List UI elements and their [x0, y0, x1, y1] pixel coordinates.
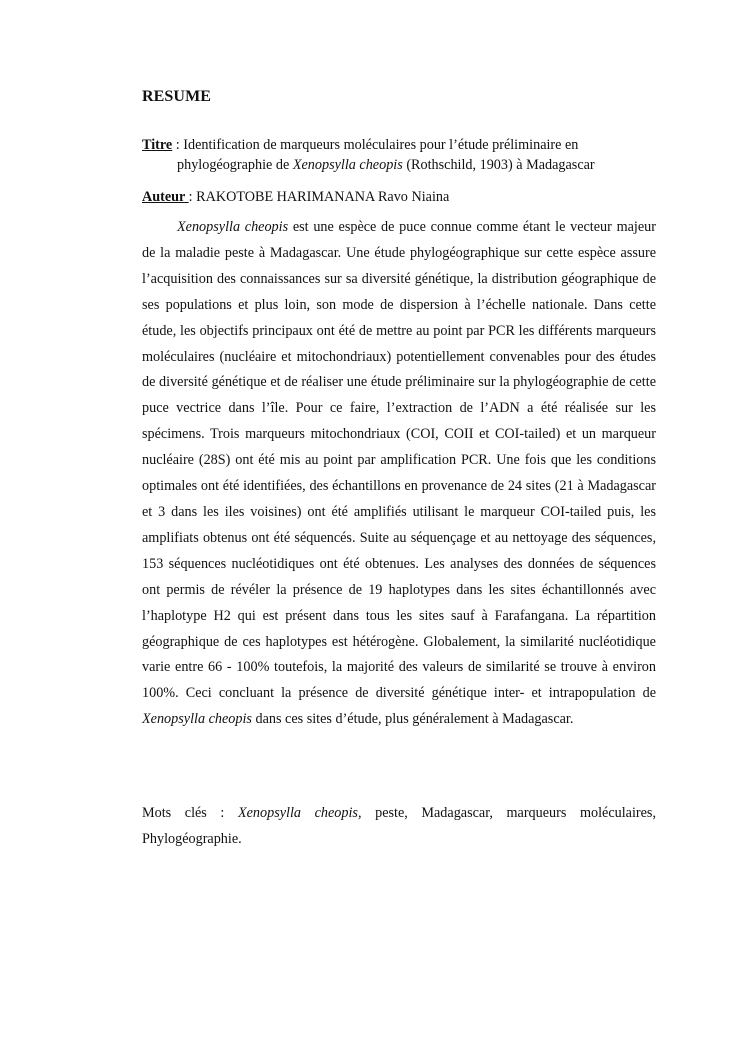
author-name: RAKOTOBE HARIMANANA Ravo Niaina: [196, 189, 450, 205]
author-label: Auteur: [142, 189, 189, 205]
abstract-text-part-1: est une espèce de puce connue comme étant le vecteur majeur de la maladie peste à Madagascar. Une étude phylogéographique sur cette espèce assure l’acquisition des connaissances sur sa diversité génétique, la distribution géographique de ses populations et plus loin, son mode de dispersion à l’échelle nationale. Dans cette étude, les objectifs principaux ont été de mettre au point par PCR les différents marqueurs moléculaires (nucléaire et mitochondriaux) potentiellement convenables pour des études de diversité génétique et de réaliser une étude préliminaire sur la phylogéographie de cette puce vectrice dans l’île. Pour ce faire, l’extraction de l’ADN a été réalisée sur les spécimens. Trois marqueurs mitochondriaux (COI, COII et COI-tailed) et un marqueur nucléaire (28S) ont été mis au point par amplification PCR. Une fois que les conditions optimales ont été identifiées, des échantillons en provenance de 24 sites (21 à Madagascar et 3 dans les iles voisines) ont été amplifiés utilisant le marqueur COI-tailed puis, les amplifiats obtenus ont été séquencés. Suite au séquençage et au nettoyage des séquences, 153 séquences nucléotidiques ont été obtenues. Les analyses des données de séquences ont permis de révéler la présence de 19 haplotypes dans les sites échantillonnés avec l’haplotype H2 qui est présent dans tous les sites sauf à Farafangana. La répartition géographique de ces haplotypes est hétérogène. Globalement, la similarité nucléotidique varie entre 66 - 100% toutefois, la majorité des valeurs de similarité se trouve à environ 100%. Ceci concluant la présence de diversité génétique inter- et intrapopulation de: [142, 219, 656, 702]
abstract-text-part-2: dans ces sites d’étude, plus généralement à Madagascar.: [251, 711, 574, 728]
title-text-line-1: Identification de marqueurs moléculaires pour l’étude préliminaire en: [183, 137, 579, 153]
title-text-line-2-pre: phylogéographie de: [177, 157, 293, 173]
author-separator: :: [188, 189, 197, 205]
page-heading: RESUME: [142, 88, 212, 105]
title-text-line-2-post: (Rothschild, 1903) à Madagascar: [402, 157, 595, 173]
title-species-name: Xenopsylla cheopis: [292, 157, 403, 173]
abstract-paragraph: [142, 215, 656, 733]
author-line: [142, 187, 656, 207]
title-line-1: [142, 135, 656, 155]
title-separator: :: [172, 137, 184, 153]
keywords-label: Mots clés :: [142, 805, 238, 821]
keywords-list: , peste, Madagascar, marqueurs moléculaires, Phylogéographie.: [142, 805, 657, 847]
title-block: [142, 135, 656, 175]
abstract-species-name: Xenopsylla cheopis: [177, 219, 289, 235]
title-label: Titre: [142, 137, 173, 153]
keywords-species-name: Xenopsylla cheopis: [237, 805, 358, 821]
keywords-paragraph: [142, 801, 656, 853]
title-line-2: [142, 155, 656, 175]
abstract-species-name-2: Xenopsylla cheopis: [142, 711, 252, 728]
